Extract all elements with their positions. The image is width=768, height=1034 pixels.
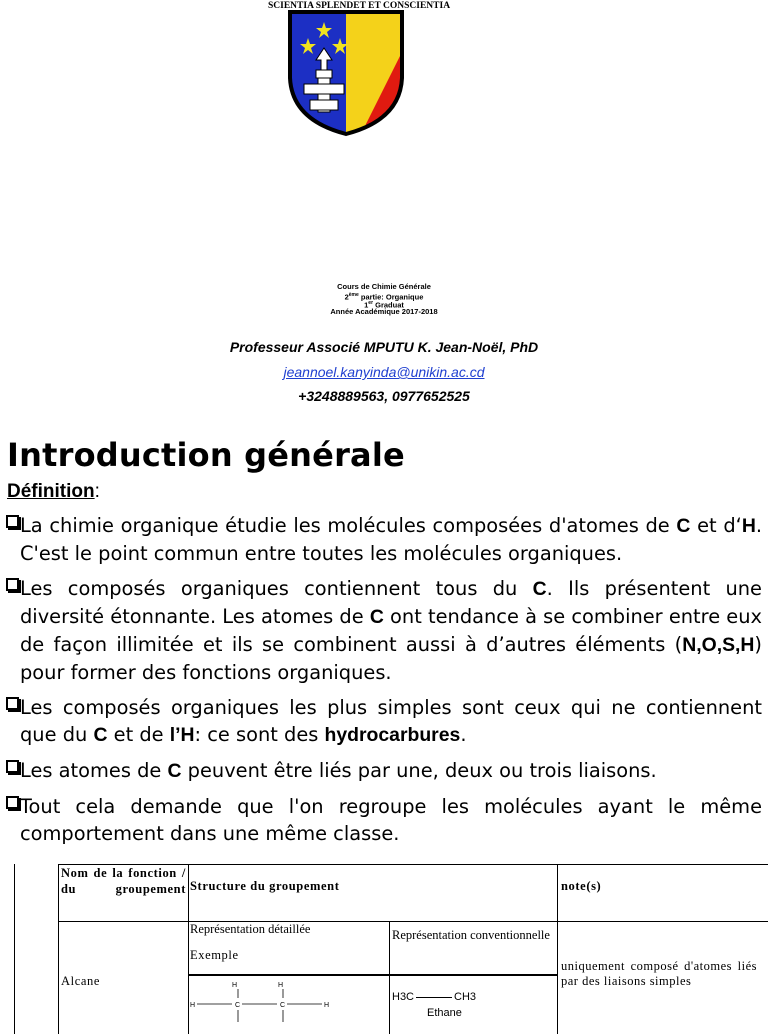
list-item: Les atomes de C peuvent être liés par une, deux ou trois liaisons. [7,757,762,785]
email-link[interactable]: jeannoel.kanyinda@unikin.ac.cd [283,364,485,380]
compound-name: Ethane [427,1007,462,1019]
checkbox-bullet-icon [6,515,19,528]
list-item: Tout cela demande que l'on regroupe les molécules ayant le même comportement dans une même classe. [7,793,762,847]
list-item: Les composés organiques les plus simples sont ceux qui ne contiennent que du C et de l’H: ce sont des hydrocarbures. [7,694,762,749]
professor-email [0,364,768,380]
svg-text:H: H [190,1002,196,1009]
subheader-conventional: Représentation conventionnelle [392,928,550,942]
subheader-example: Exemple [190,948,239,962]
checkbox-bullet-icon [6,760,19,773]
list-item: Les composés organiques contiennent tous du C. Ils présentent une diversité étonnante. Les atomes de C ont tendance à se combiner entre eux de façon illimitée et ils se combinent aussi à d’autres éléments (N,O,S,H) pour former des fonctions organiques. [7,575,762,686]
professor-phones: +3248889563, 0977652525 [298,388,470,404]
university-crest [268,1,451,160]
svg-text:C: C [235,1002,241,1009]
function-name-cell: Alcane [61,974,100,988]
ethane-structure [190,976,386,1034]
course-part: 2ème partie: Organique [344,292,424,302]
subheader-detailed: Représentation détaillée [190,922,311,936]
svg-text:H: H [232,982,238,989]
list-item: La chimie organique étudie les molécules composées d'atomes de C et d‘H. C'est le point commun entre toutes les molécules organiques. [7,512,762,567]
professor-name: Professeur Associé MPUTU K. Jean-Noël, PhD [229,339,539,355]
svg-text:H: H [324,1002,330,1009]
checkbox-bullet-icon [6,796,19,809]
checkbox-bullet-icon [6,578,19,591]
course-title: Cours de Chimie Générale [337,282,431,291]
course-grade: 1er Graduat [364,300,404,310]
svg-text:C: C [280,1002,286,1009]
checkbox-bullet-icon [6,697,19,710]
definition-list [7,512,762,855]
section-title: Introduction générale [7,436,405,474]
crest-motto: SCIENTIA SPLENDET ET CONSCIENTIA [268,1,451,11]
academic-year: Année Académique 2017-2018 [330,307,438,316]
header-structure: Structure du groupement [190,879,340,893]
header-function-name: Nom de la fonction / du groupement [61,866,186,896]
functions-table [0,864,768,1034]
header-notes: note(s) [561,879,602,893]
conventional-formula: H3C CH3 [392,991,477,1003]
svg-text:H: H [278,982,284,989]
note-cell: uniquement composé d'atomes liés par des liaisons simples [561,959,757,988]
definition-heading: Définition: [7,481,100,502]
